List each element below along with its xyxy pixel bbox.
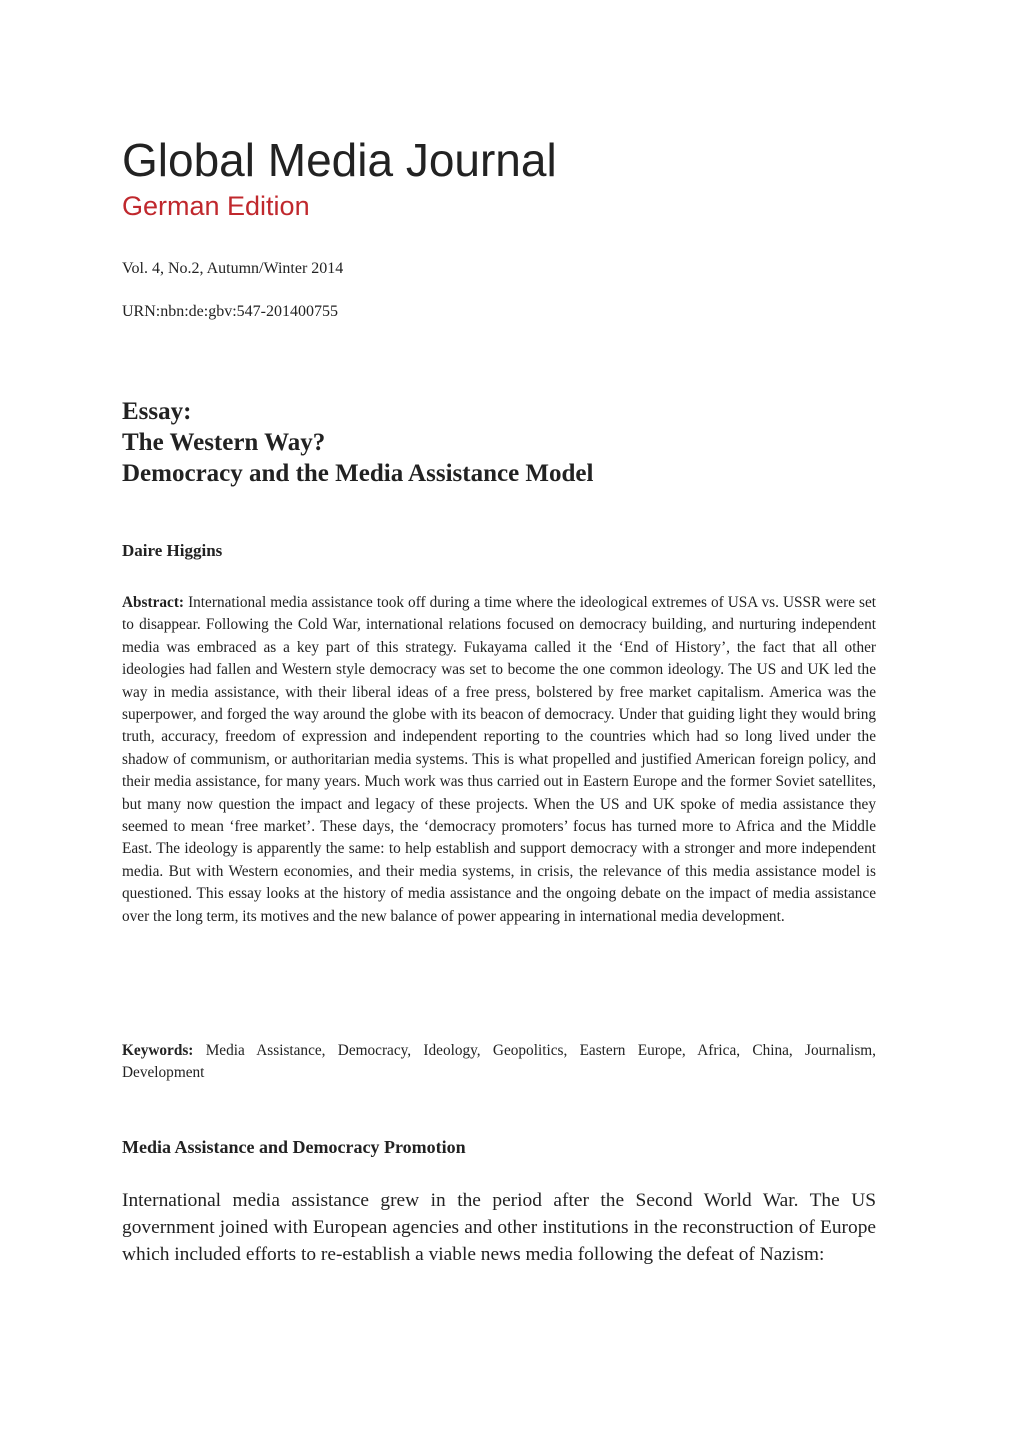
keywords-text: Media Assistance, Democracy, Ideology, Geopolitics, Eastern Europe, Africa, China, Journalism, Development bbox=[122, 1042, 877, 1082]
abstract bbox=[122, 592, 876, 928]
author-name: Daire Higgins bbox=[122, 541, 223, 560]
abstract-text: International media assistance took off during a time where the ideological extremes of USA vs. USSR were set to disappear. Following the Cold War, international relations focused on democracy building, and nurturing independent media was embraced as a key part of this strategy. Fukayama called it the ‘End of History’, the fact that all other ideologies had fallen and Western style democracy was set to become the one common ideology. The US and UK led the way in media assistance, with their liberal ideas of a free press, bolstered by free market capitalism. America was the superpower, and forged the way around the globe with its beacon of democracy. Under that guiding light they would bring truth, accuracy, freedom of expression and independent reporting to the countries which had so long lived under the shadow of communism, or authoritarian media systems. This is what propelled and justified American foreign policy, and their media assistance, for many years. Much work was thus carried out in Eastern Europe and the former Soviet satellites, but many now question the impact and legacy of these projects. When the US and UK spoke of media assistance they seemed to mean ‘free market’. These days, the ‘democracy promoters’ focus has turned more to Africa and the Middle East. The ideology is apparently the same: to help establish and support democracy with a stronger and more independent media. But with Western economies, and their media systems, in crisis, the relevance of this media assistance model is questioned. This essay looks at the history of media assistance and the ongoing debate on the impact of media assistance over the long term, its motives and the new balance of power appearing in international media development. bbox=[122, 594, 876, 925]
body-paragraph: International media assistance grew in the period after the Second World War. The US government joined with European agencies and other institutions in the reconstruction of Europe which included efforts to re-establish a viable news media following the defeat of Nazism: bbox=[122, 1190, 876, 1265]
essay-title-line-2: Democracy and the Media Assistance Model bbox=[122, 460, 594, 487]
section-heading: Media Assistance and Democracy Promotion bbox=[122, 1137, 466, 1157]
journal-title: Global Media Journal bbox=[122, 134, 557, 186]
essay-label: Essay: bbox=[122, 398, 192, 425]
essay-title-line-1: The Western Way? bbox=[122, 429, 326, 456]
journal-subtitle: German Edition bbox=[122, 191, 310, 221]
issue-info: Vol. 4, No.2, Autumn/Winter 2014 bbox=[122, 260, 344, 277]
essay-title bbox=[122, 396, 593, 489]
keywords bbox=[122, 1040, 876, 1085]
abstract-label: Abstract: bbox=[122, 594, 185, 611]
urn-identifier: URN:nbn:de:gbv:547-201400755 bbox=[122, 303, 338, 320]
keywords-label: Keywords: bbox=[122, 1042, 194, 1059]
